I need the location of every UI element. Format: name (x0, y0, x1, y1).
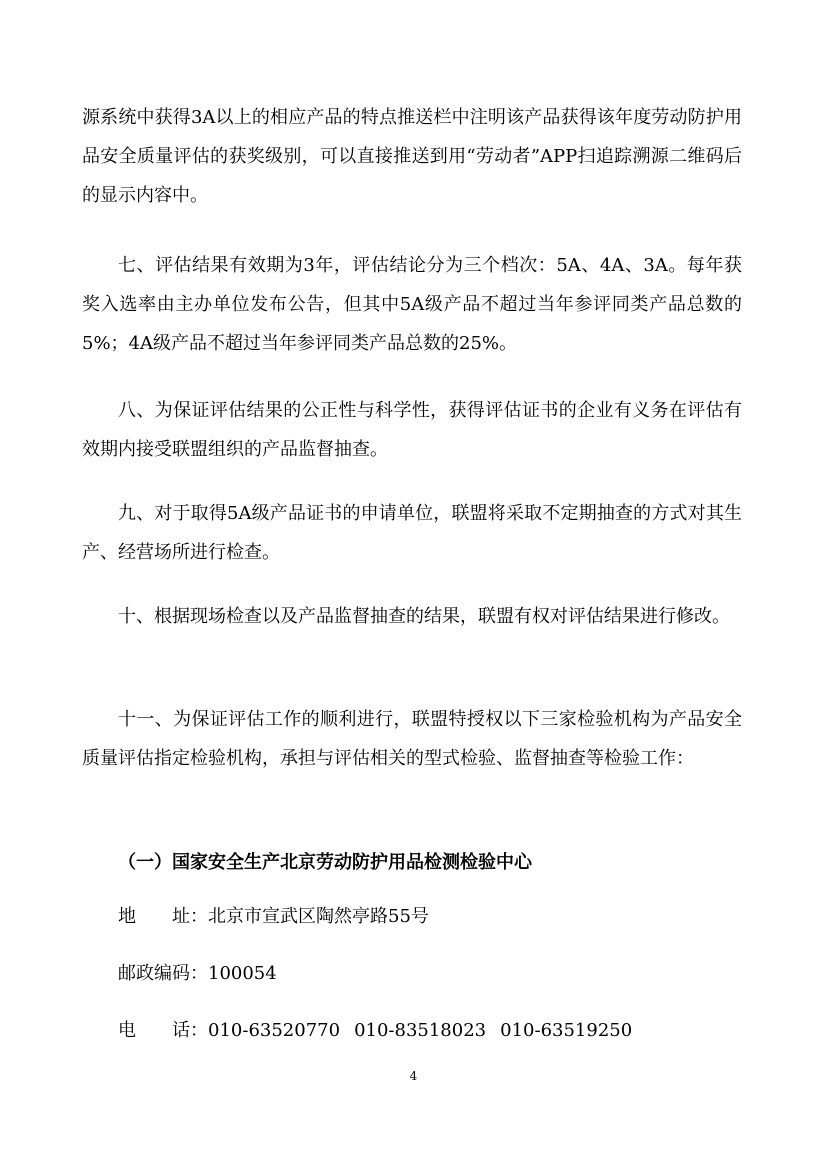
paragraph-validity-period: 七、评估结果有效期为3年，评估结论分为三个档次：5A、4A、3A。每年获奖入选率由主办单位发布公告，但其中5A级产品不超过当年参评同类产品总数的5%；4A级产品不超过当年参评同类产品总数的25%。 (82, 255, 742, 354)
phone-number-3: 010-63519250 (500, 1020, 633, 1041)
phone-number-2: 010-83518023 (354, 1020, 487, 1041)
paragraph-supervision-sampling: 八、为保证评估结果的公正性与科学性，获得评估证书的企业有义务在评估有效期内接受联盟组织的产品监督抽查。 (82, 400, 742, 460)
page-number: 4 (409, 1069, 418, 1083)
paragraph-traceability-continuation: 源系统中获得3A以上的相应产品的特点推送栏中注明该产品获得该年度劳动防护用品安全质量评估的获奖级别，可以直接推送到用“劳动者”APP扫追踪溯源二维码后的显示内容中。 (82, 107, 742, 206)
paragraph-authorized-labs: 十一、为保证评估工作的顺利进行，联盟特授权以下三家检验机构为产品安全质量评估指定检验机构，承担与评估相关的型式检验、监督抽查等检验工作： (82, 709, 742, 769)
section-heading-beijing-center: （一）国家安全生产北京劳动防护用品检测检验中心 (118, 852, 532, 873)
postal-code-line (118, 954, 758, 993)
phone-label: 电 话： (118, 1020, 208, 1041)
paragraph-random-inspection: 九、对于取得5A级产品证书的申请单位，联盟将采取不定期抽查的方式对其生产、经营场所进行检查。 (82, 503, 742, 563)
paragraph-revision-rights: 十、根据现场检查以及产品监督抽查的结果，联盟有权对评估结果进行修改。 (118, 606, 730, 627)
phone-number-1: 010-63520770 (208, 1020, 341, 1041)
phone-line (118, 1011, 758, 1050)
address-line (118, 897, 758, 936)
address-value: 北京市宣武区陶然亭路55号 (208, 906, 429, 927)
postal-code-value: 100054 (208, 963, 277, 984)
postal-code-label: 邮政编码： (118, 963, 208, 984)
address-label: 地 址： (118, 906, 208, 927)
